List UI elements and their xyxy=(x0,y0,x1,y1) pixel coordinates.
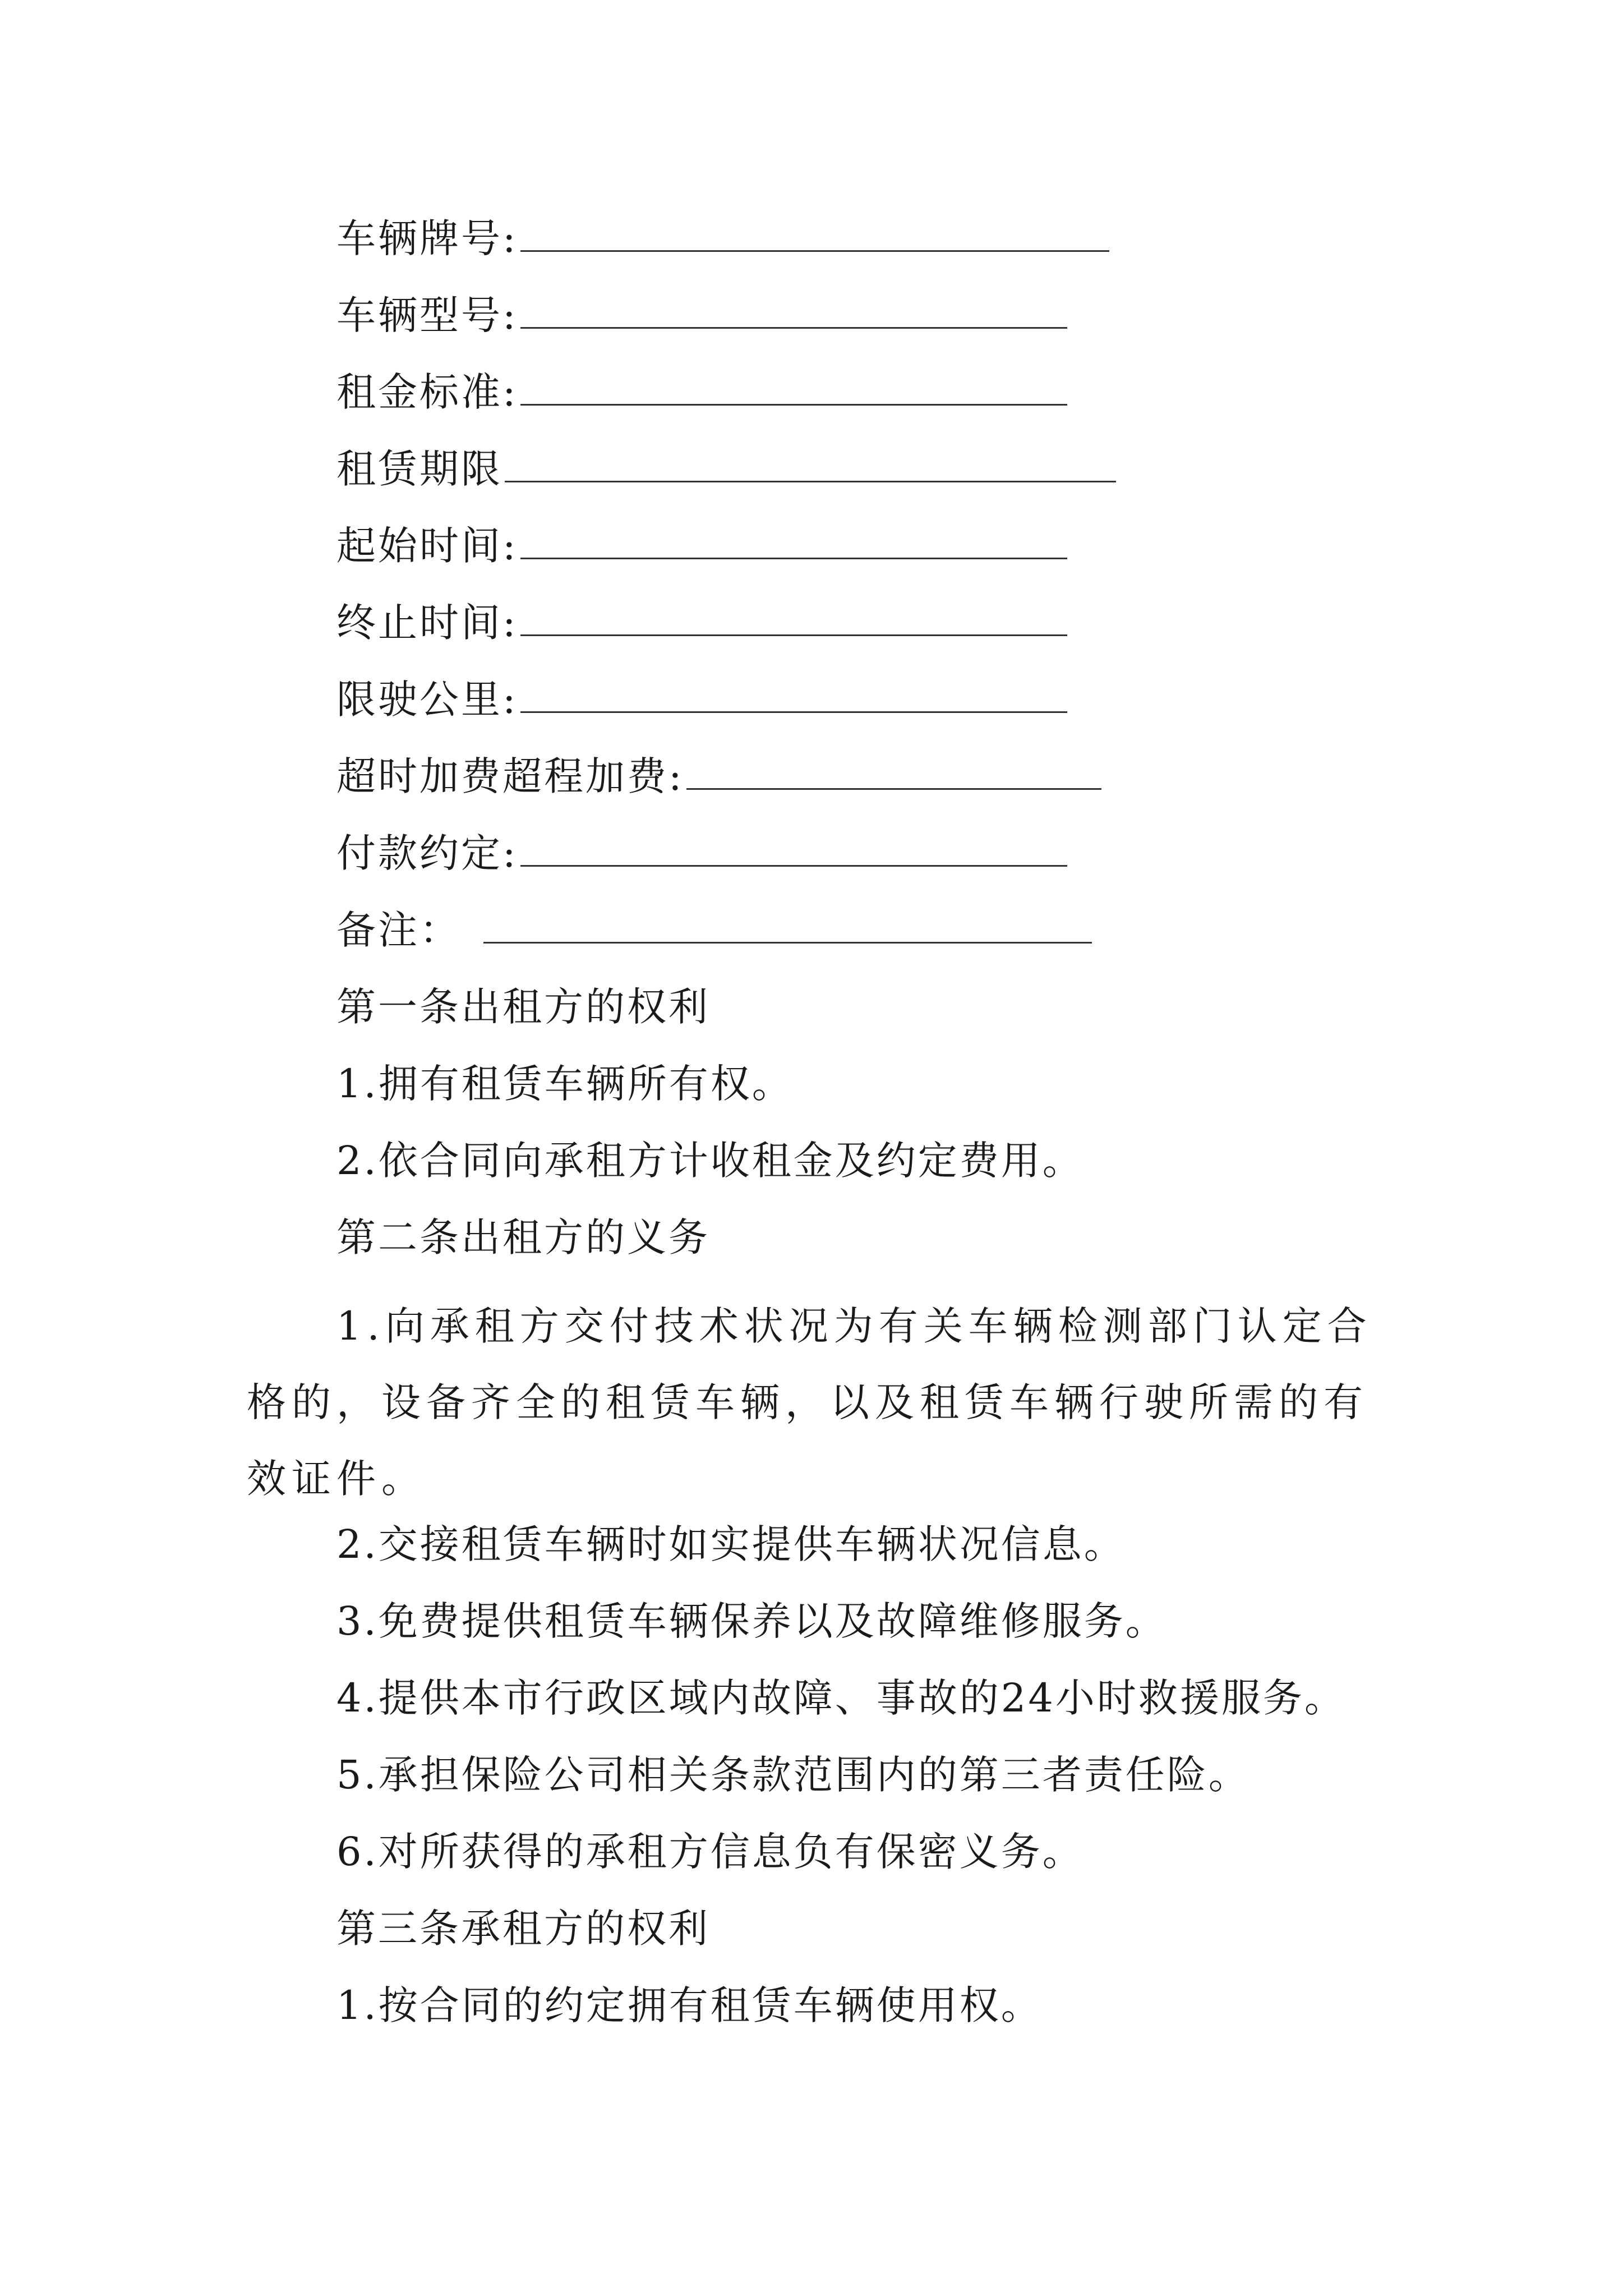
article1-item-1: 1.拥有租赁车辆所有权。 xyxy=(336,1061,794,1107)
field-rent xyxy=(336,367,1067,417)
field-period xyxy=(336,444,1116,494)
field-plate xyxy=(336,213,1109,264)
field-period-blank xyxy=(505,449,1116,482)
article2-item-4: 4.提供本市行政区域内故障、事故的24小时救援服务。 xyxy=(336,1675,1346,1721)
article1-title: 第一条出租方的权利 xyxy=(336,984,710,1030)
field-rent-blank xyxy=(520,372,1067,406)
field-model-label: 车辆型号: xyxy=(336,292,518,338)
article2-item-3: 3.免费提供租赁车辆保养以及故障维修服务。 xyxy=(336,1598,1167,1644)
article1-item-2: 2.依合同向承租方计收租金及约定费用。 xyxy=(336,1138,1084,1184)
field-mileage-label: 限驶公里: xyxy=(336,677,518,723)
field-end-label: 终止时间: xyxy=(336,600,518,646)
article2-item-1: 1.向承租方交付技术状况为有关车辆检测部门认定合格的，设备齐全的租赁车辆，以及租赁车辆行驶所需的有效证件。 xyxy=(247,1303,1372,1502)
field-model xyxy=(336,290,1067,341)
article2-item-2: 2.交接租赁车辆时如实提供车辆状况信息。 xyxy=(336,1521,1126,1567)
field-plate-blank xyxy=(520,219,1109,252)
field-remarks-label: 备注： xyxy=(336,907,461,953)
article2-item-5: 5.承担保险公司相关条款范围内的第三者责任险。 xyxy=(336,1752,1250,1798)
article3-title: 第三条承租方的权利 xyxy=(336,1906,710,1952)
article3-item-1: 1.按合同的约定拥有租赁车辆使用权。 xyxy=(336,1982,1043,2028)
field-end-blank xyxy=(520,603,1067,636)
field-mileage-blank xyxy=(520,680,1067,713)
field-payment xyxy=(336,828,1067,878)
article2-item-6: 6.对所获得的承租方信息负有保密义务。 xyxy=(336,1829,1084,1875)
field-overtime-blank xyxy=(686,757,1101,790)
field-model-blank xyxy=(520,296,1067,329)
field-start-blank xyxy=(520,526,1067,559)
field-overtime-label: 超时加费超程加费: xyxy=(336,753,684,799)
field-mileage xyxy=(336,674,1067,725)
field-period-label: 租赁期限 xyxy=(336,446,502,492)
field-rent-label: 租金标准: xyxy=(336,369,518,415)
field-plate-label: 车辆牌号: xyxy=(336,215,518,261)
field-remarks-blank xyxy=(483,910,1092,944)
field-payment-label: 付款约定: xyxy=(336,830,518,876)
field-start xyxy=(336,521,1067,571)
field-remarks xyxy=(336,905,1092,955)
field-end xyxy=(336,597,1067,648)
article2-title: 第二条出租方的义务 xyxy=(336,1214,710,1260)
field-overtime xyxy=(336,751,1101,802)
field-payment-blank xyxy=(520,834,1067,867)
field-start-label: 起始时间: xyxy=(336,523,518,569)
